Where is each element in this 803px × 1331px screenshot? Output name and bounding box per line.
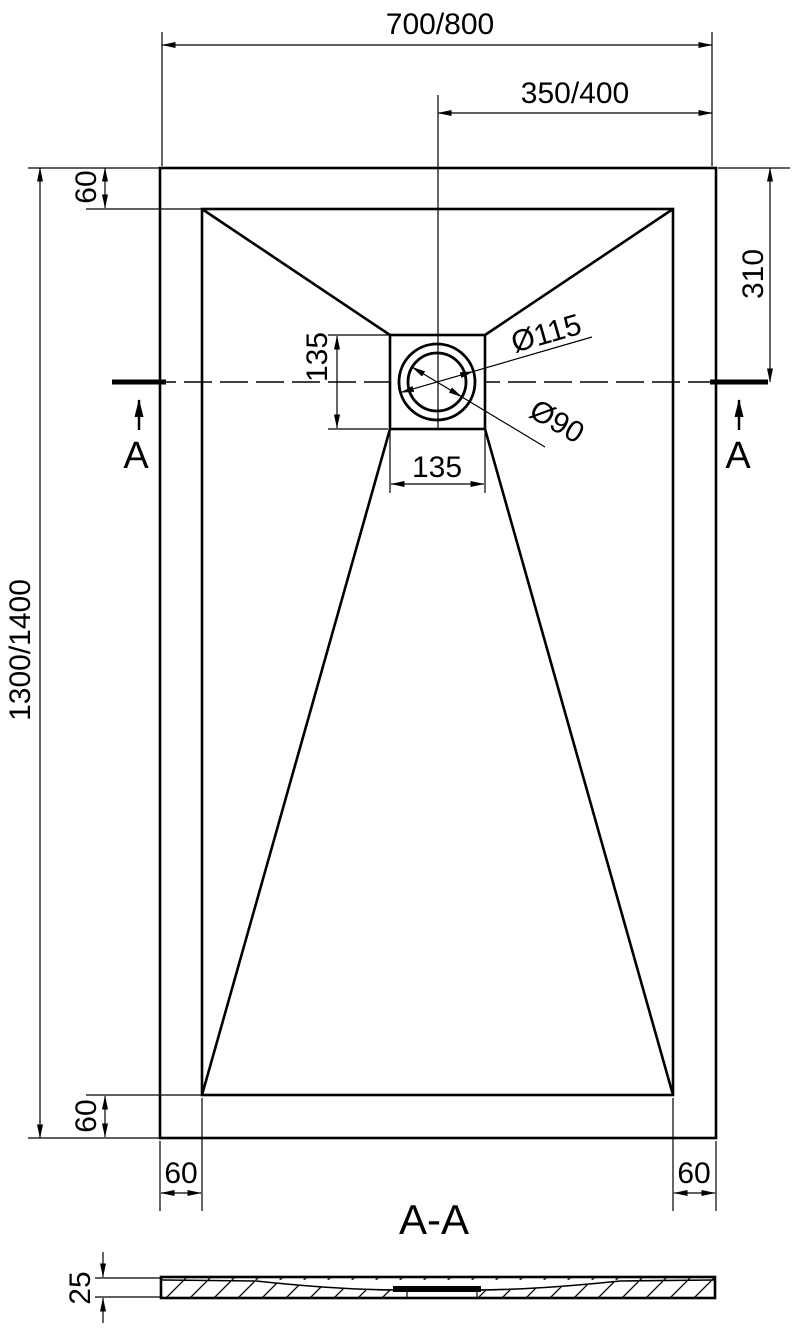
dim-text-drain-box-height: 135 — [301, 331, 334, 383]
dim-text-rim-right-bottom: 60 — [677, 1157, 711, 1190]
dim-text-half-width: 350/400 — [520, 77, 630, 110]
slope-line-top-right — [485, 209, 673, 335]
dim-text-rim-left-bottom: 60 — [164, 1157, 198, 1190]
slope-line-bottom-left — [202, 429, 390, 1095]
dim-text-rim-top: 60 — [70, 170, 103, 204]
slope-line-bottom-right — [485, 429, 673, 1095]
dim-text-overall-width: 700/800 — [385, 8, 495, 41]
dim-text-drain-box-width: 135 — [411, 451, 463, 484]
section-label-left: A — [123, 435, 149, 477]
dim-text-thickness: 25 — [64, 1271, 97, 1305]
slope-line-top-left — [202, 209, 390, 335]
dim-text-rim-bottom: 60 — [70, 1099, 103, 1133]
dim-text-drain-from-top: 310 — [737, 248, 770, 300]
section-title: A-A — [398, 1196, 470, 1243]
dim-text-drain-outer-diameter: Ø115 — [507, 308, 586, 360]
section-label-right: A — [725, 435, 751, 477]
dim-text-drain-inner-diameter: Ø90 — [523, 393, 590, 451]
section-drain-seat — [393, 1286, 481, 1292]
dim-text-overall-height: 1300/1400 — [4, 579, 37, 721]
